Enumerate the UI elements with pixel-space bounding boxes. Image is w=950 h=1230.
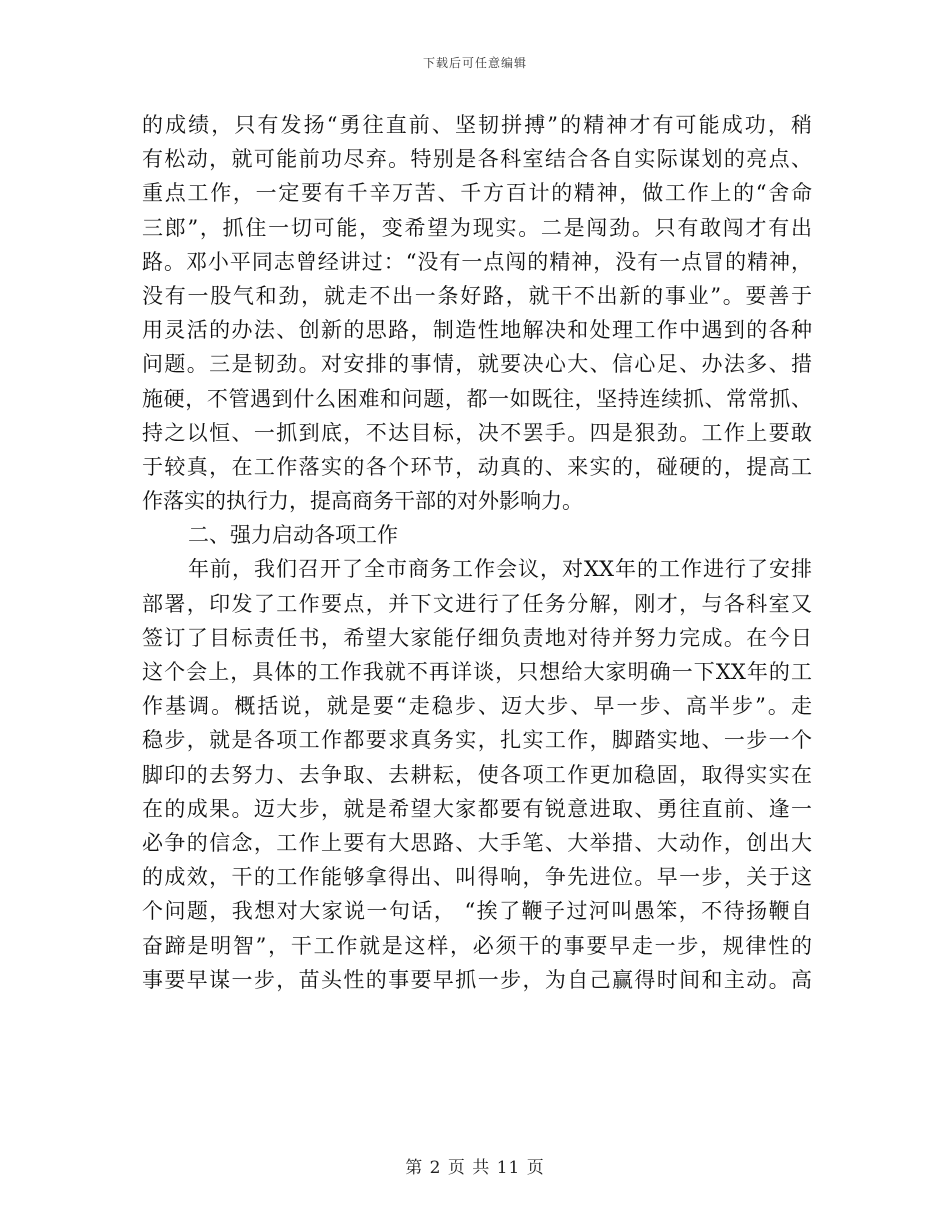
page-number: 第 2 页 共 11 页: [405, 1158, 545, 1178]
text-line: 用灵活的办法、创新的思路，制造性地解决和处理工作中遇到的各种: [142, 318, 812, 343]
text-line: 奋蹄是明智”，干工作就是这样，必须干的事要早走一步，规律性的: [142, 933, 812, 958]
text-line: 这个会上，具体的工作我就不再详谈，只想给大家明确一下XX年的工: [142, 660, 812, 684]
text-line: 路。邓小平同志曾经讲过：“没有一点闯的精神，没有一点冒的精神，: [142, 249, 812, 274]
text-line: 的成绩，只有发扬“勇往直前、坚韧拼搏”的精神才有可能成功，稍: [142, 113, 812, 137]
text-line: 没有一股气和劲，就走不出一条好路，就干不出新的事业”。要善于: [142, 283, 812, 308]
text-line: 有松动，就可能前功尽弃。特别是各科室结合各自实际谋划的亮点、: [142, 147, 812, 172]
text-line: 脚印的去努力、去争取、去耕耘，使各项工作更加稳固，取得实实在: [142, 762, 812, 787]
text-line: 在的成果。迈大步，就是希望大家都要有锐意进取、勇往直前、逢一: [142, 796, 812, 821]
text-line: 稳步，就是各项工作都要求真务实，扎实工作，脚踏实地、一步一个: [142, 728, 812, 753]
text-line: 问题。三是韧劲。对安排的事情，就要决心大、信心足、办法多、措: [142, 352, 812, 377]
document-body: [142, 108, 812, 997]
text-line: 作落实的执行力，提高商务干部的对外影响力。: [142, 489, 583, 514]
text-line: 个问题，我想对大家说一句话， “挨了鞭子过河叫愚笨，不待扬鞭自: [142, 899, 812, 924]
text-line: 年前，我们召开了全市商务工作会议，对XX年的工作进行了安排: [188, 557, 812, 582]
text-line: 部署，印发了工作要点，并下文进行了任务分解，刚才，与各科室又: [142, 591, 812, 616]
text-line: 事要早谋一步，苗头性的事要早抓一步，为自己赢得时间和主动。高: [142, 967, 812, 992]
text-line: 必争的信念，工作上要有大思路、大手笔、大举措、大动作，创出大: [142, 830, 812, 855]
text-line: 于较真，在工作落实的各个环节，动真的、来实的，碰硬的，提高工: [142, 454, 812, 479]
text-line: 签订了目标责任书，希望大家能仔细负责地对待并努力完成。在今日: [142, 625, 812, 650]
text-line: 持之以恒、一抓到底，不达目标，决不罢手。四是狠劲。工作上要敢: [142, 420, 812, 445]
text-line: 作基调。概括说，就是要“走稳步、迈大步、早一步、高半步”。走: [142, 694, 812, 719]
text-line: 施硬，不管遇到什么困难和问题，都一如既往，坚持连续抓、常常抓、: [142, 386, 812, 411]
text-line: 重点工作，一定要有千辛万苦、千方百计的精神，做工作上的“舍命: [142, 181, 812, 206]
section-heading: 二、强力启动各项工作: [188, 523, 398, 548]
page-header-note: 下载后可任意编辑: [422, 56, 527, 70]
text-line: 的成效，干的工作能够拿得出、叫得响，争先进位。早一步，关于这: [142, 865, 812, 890]
text-line: 三郎”，抓住一切可能，变希望为现实。二是闯劲。只有敢闯才有出: [142, 215, 812, 240]
